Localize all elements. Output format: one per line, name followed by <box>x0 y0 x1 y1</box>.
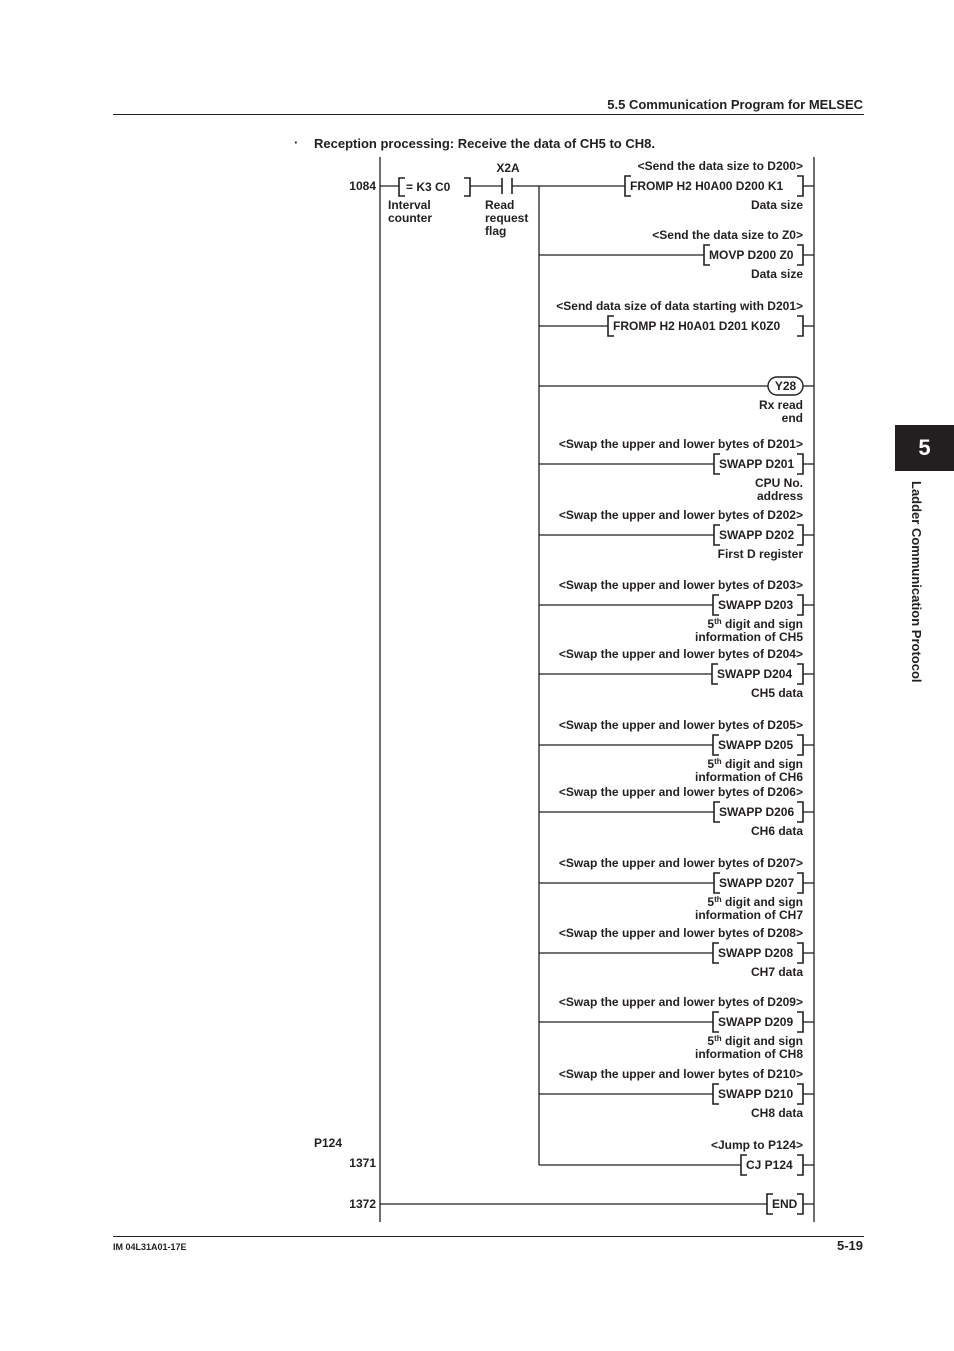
rung-comment: <Swap the upper and lower bytes of D207> <box>558 856 803 870</box>
coil-label: Y28 <box>774 379 797 393</box>
instruction-bracket-right <box>797 176 803 196</box>
instruction-text: SWAPP D209 <box>718 1015 794 1029</box>
instruction-bracket-right <box>797 454 803 474</box>
instruction-text: FROMP H2 H0A00 D200 K1 <box>630 179 784 193</box>
compare-caption: counter <box>388 211 433 225</box>
rung-note: CH6 data <box>750 824 803 838</box>
rung-comment: <Send data size of data starting with D201> <box>556 299 803 313</box>
rung-comment: <Swap the upper and lower bytes of D204> <box>558 647 803 661</box>
rung-note: information of CH8 <box>695 1047 803 1061</box>
output-rungs <box>539 159 814 1175</box>
chapter-tab-label: Ladder Communication Protocol <box>909 481 924 683</box>
rung-comment: <Send the data size to D200> <box>637 159 803 173</box>
rung-comment: <Jump to P124> <box>710 1138 803 1152</box>
pointer-label: P124 <box>314 1136 343 1150</box>
rung-note: CH8 data <box>750 1106 803 1120</box>
instruction-text: SWAPP D210 <box>718 1087 794 1101</box>
instruction-text: SWAPP D201 <box>719 457 795 471</box>
instruction-text: MOVP D200 Z0 <box>709 248 794 262</box>
instruction-bracket-right <box>797 316 803 336</box>
rung-note: CH5 data <box>750 686 803 700</box>
compare-instruction: = K3 C0 <box>406 180 451 194</box>
rung-note: 5th digit and sign <box>707 895 803 909</box>
instruction-text: SWAPP D206 <box>719 805 795 819</box>
instruction-bracket-right <box>797 1155 803 1175</box>
compare-caption: Interval <box>388 198 431 212</box>
instruction-bracket-right <box>797 802 803 822</box>
heading-bullet: · <box>294 135 299 150</box>
instruction-bracket-right <box>797 245 803 265</box>
rung-comment: <Swap the upper and lower bytes of D202> <box>558 508 803 522</box>
rung-note: CH7 data <box>750 965 803 979</box>
instruction-bracket-right <box>797 1012 803 1032</box>
rung-comment: <Swap the upper and lower bytes of D209> <box>558 995 803 1009</box>
contact-caption: Read <box>485 198 515 212</box>
rung-comment: <Swap the upper and lower bytes of D210> <box>558 1067 803 1081</box>
instruction-text: SWAPP D208 <box>718 946 794 960</box>
footer-page-number: 5-19 <box>836 1238 863 1253</box>
rung-comment: <Swap the upper and lower bytes of D208> <box>558 926 803 940</box>
rung-comment: <Swap the upper and lower bytes of D206> <box>558 785 803 799</box>
section-heading: Reception processing: Receive the data of CH5 to CH8. <box>314 136 655 151</box>
rung-note: address <box>756 489 803 503</box>
compare-bracket-left <box>399 178 405 196</box>
instruction-bracket-right <box>797 1084 803 1104</box>
rung-note: First D register <box>717 547 803 561</box>
rung-note: Data size <box>750 198 803 212</box>
instruction-text: SWAPP D207 <box>719 876 795 890</box>
step-number-1372: 1372 <box>349 1197 376 1211</box>
rung-note: 5th digit and sign <box>707 617 803 631</box>
header-section-title: 5.5 Communication Program for MELSEC <box>607 97 863 112</box>
end-bracket-right <box>797 1194 803 1214</box>
rung-comment: <Swap the upper and lower bytes of D201> <box>558 437 803 451</box>
chapter-tab: 5 <box>895 425 954 471</box>
instruction-text: CJ P124 <box>746 1158 793 1172</box>
instruction-bracket-right <box>797 664 803 684</box>
rung-note: Data size <box>750 267 803 281</box>
contact-device: X2A <box>496 161 520 175</box>
step-number-1084: 1084 <box>349 179 376 193</box>
contact-caption: request <box>485 211 529 225</box>
contact-caption: flag <box>485 224 507 238</box>
instruction-bracket-right <box>797 525 803 545</box>
rung-comment: <Send the data size to Z0> <box>652 228 803 242</box>
instruction-bracket-right <box>797 735 803 755</box>
rung-comment: <Swap the upper and lower bytes of D203> <box>558 578 803 592</box>
rung-note: 5th digit and sign <box>707 757 803 771</box>
step-number-1371: 1371 <box>349 1156 376 1170</box>
rung-note: CPU No. <box>755 476 803 490</box>
rung-note: information of CH5 <box>695 630 803 644</box>
rung-note: information of CH6 <box>695 770 803 784</box>
rung-comment: <Swap the upper and lower bytes of D205> <box>558 718 803 732</box>
end-instruction: END <box>772 1197 798 1211</box>
rung-note: 5th digit and sign <box>707 1034 803 1048</box>
instruction-bracket-right <box>797 943 803 963</box>
rung-note: end <box>781 411 803 425</box>
instruction-text: SWAPP D205 <box>718 738 794 752</box>
compare-bracket-right <box>464 178 470 196</box>
instruction-text: FROMP H2 H0A01 D201 K0Z0 <box>613 319 781 333</box>
instruction-text: SWAPP D203 <box>718 598 794 612</box>
rung-note: information of CH7 <box>695 908 803 922</box>
instruction-bracket-right <box>797 873 803 893</box>
instruction-text: SWAPP D204 <box>717 667 793 681</box>
footer-doc-id: IM 04L31A01-17E <box>113 1242 187 1252</box>
instruction-text: SWAPP D202 <box>719 528 795 542</box>
rung-note: Rx read <box>758 398 803 412</box>
instruction-bracket-right <box>797 595 803 615</box>
